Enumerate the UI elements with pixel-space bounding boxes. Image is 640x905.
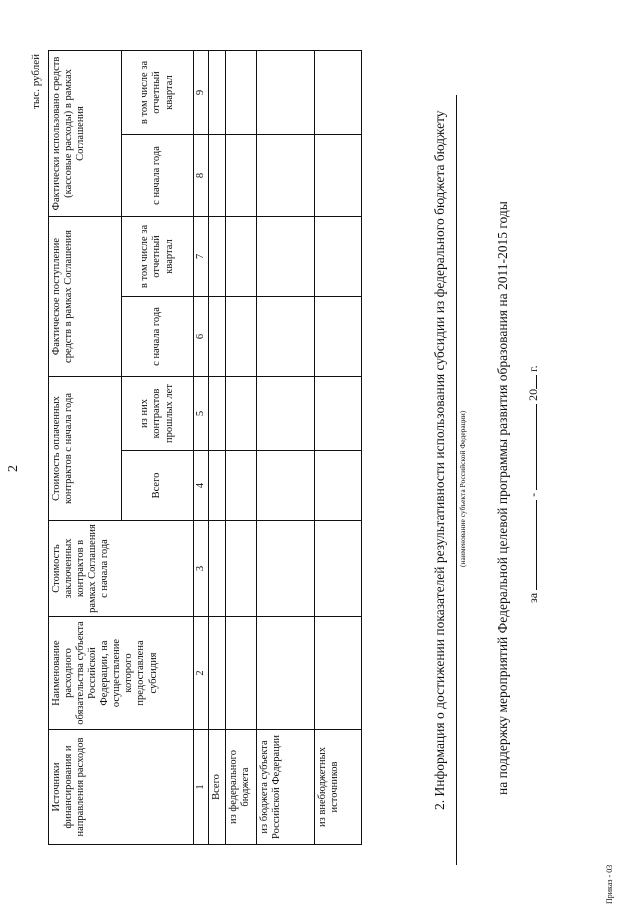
table-cell [209, 134, 226, 216]
header-paid-prior: из них контрактов прошлых лет [122, 376, 194, 450]
table-cell [226, 50, 257, 134]
header-paid-total: Всего [122, 451, 194, 521]
header-used-group: Фактически использовано средств (кассовые расходы) в рамках Соглашения [49, 50, 122, 216]
table-cell [226, 521, 257, 617]
table-cell [209, 50, 226, 134]
column-number: 9 [194, 50, 209, 134]
table-cell [315, 521, 362, 617]
period-blank-2 [526, 404, 537, 490]
header-used-quarter: в том числе за отчетный квартал [122, 50, 194, 134]
table-cell [226, 617, 257, 730]
program-line: на поддержку мероприятий Федеральной целевой программы развития образования на 2011-2015 годы [495, 201, 510, 795]
table-row [315, 50, 362, 844]
table-cell [257, 50, 315, 134]
table-cell [257, 296, 315, 376]
period-blank-3 [526, 375, 537, 389]
footer-code: Приказ - 03 [605, 864, 614, 904]
table-cell [315, 451, 362, 521]
header-used-ytd: с начала года [122, 134, 194, 216]
table-cell [226, 376, 257, 450]
header-obligation: Наименование расходного обязательства субъекта Российской Федерации, на осуществление которого предоставлена субсидия [49, 617, 194, 730]
table-cell [257, 617, 315, 730]
report-table [48, 50, 362, 845]
column-number: 8 [194, 134, 209, 216]
table-cell [257, 376, 315, 450]
table-cell [315, 296, 362, 376]
row-label: из федерального бюджета [226, 730, 257, 845]
table-cell [209, 521, 226, 617]
column-number: 7 [194, 216, 209, 296]
table-cell [257, 451, 315, 521]
table-row [257, 50, 315, 844]
entity-caption: (наименование субъекта Российской Федерации) [458, 410, 467, 567]
table-cell [315, 376, 362, 450]
table-cell [315, 134, 362, 216]
table-row [226, 50, 257, 844]
table-cell [315, 617, 362, 730]
units-label: тыс. рублей [30, 54, 42, 109]
column-number: 4 [194, 451, 209, 521]
table-cell [209, 451, 226, 521]
table-cell [209, 376, 226, 450]
column-number: 2 [194, 617, 209, 730]
section-title: 2. Информация о достижении показателей результативности использования субсидии из федерального бюджета бюджету [432, 110, 447, 810]
period-line [526, 365, 541, 603]
column-number: 3 [194, 521, 209, 617]
header-sources: Источники финансирования и направления расходов [49, 730, 194, 845]
table-cell [315, 216, 362, 296]
table-cell [315, 50, 362, 134]
table-cell [226, 216, 257, 296]
row-label: из внебюджетных источников [315, 730, 362, 845]
page-number: 2 [6, 465, 21, 472]
header-received-ytd: с начала года [122, 296, 194, 376]
column-number: 6 [194, 296, 209, 376]
row-label: из бюджета субъекта Российской Федерации [257, 730, 315, 845]
period-blank-1 [526, 500, 537, 590]
table-row [209, 50, 226, 844]
header-paid-group: Стоимость оплаченных контрактов с начала года [49, 376, 122, 520]
table-cell [257, 216, 315, 296]
table-cell [257, 134, 315, 216]
table-cell [209, 296, 226, 376]
period-sep: - [526, 492, 540, 497]
table-cell [257, 521, 315, 617]
header-received-group: Фактическое поступление средств в рамках Соглашения [49, 216, 122, 376]
header-contracts-cost: Стоимость заключенных контрактов в рамках Соглашения с начала года [49, 521, 194, 617]
column-number: 1 [194, 730, 209, 845]
table-cell [209, 617, 226, 730]
entity-line [456, 95, 457, 865]
table-cell [226, 134, 257, 216]
period-year-prefix: 20 [526, 388, 540, 401]
table-cell [209, 216, 226, 296]
table-cell [226, 296, 257, 376]
header-received-quarter: в том числе за отчетный квартал [122, 216, 194, 296]
column-number: 5 [194, 376, 209, 450]
period-year-suffix: г. [526, 365, 540, 372]
row-label: Всего [209, 730, 226, 845]
table-cell [226, 451, 257, 521]
period-prefix: за [526, 592, 540, 603]
